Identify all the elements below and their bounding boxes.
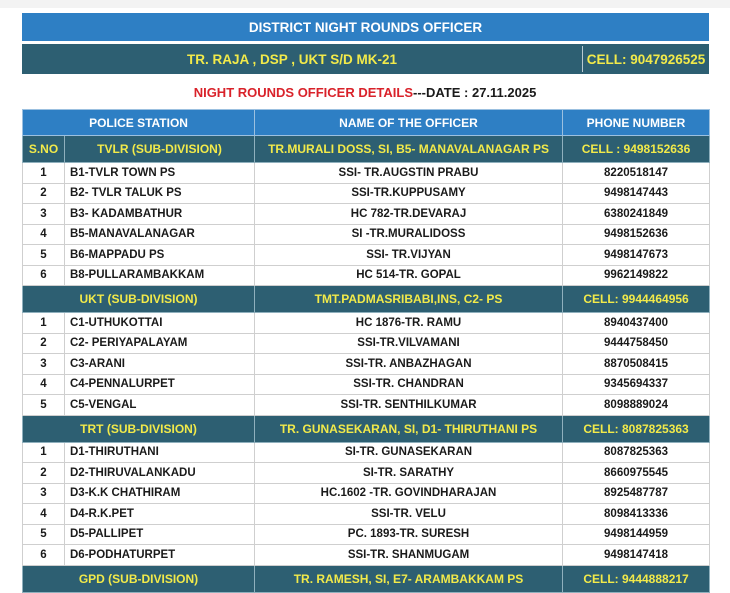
police-station: B6-MAPPADU PS (65, 245, 255, 266)
officer-name: HC 782-TR.DEVARAJ (255, 204, 563, 225)
phone-number: 9498152636 (563, 224, 710, 245)
police-station: C4-PENNALURPET (65, 374, 255, 395)
serial-number: 3 (23, 483, 65, 504)
details-date: ---DATE : 27.11.2025 (413, 85, 537, 100)
serial-number: 1 (23, 442, 65, 463)
officer-name: PC. 1893-TR. SURESH (255, 524, 563, 545)
subdivision-header-row (23, 136, 710, 163)
police-station: B2- TVLR TALUK PS (65, 183, 255, 204)
subdivision-name: TVLR (SUB-DIVISION) (65, 136, 255, 163)
serial-number: 5 (23, 245, 65, 266)
serial-number: 6 (23, 545, 65, 566)
table-row (23, 463, 710, 484)
police-station: D6-PODHATURPET (65, 545, 255, 566)
phone-number: 8925487787 (563, 483, 710, 504)
police-station: D5-PALLIPET (65, 524, 255, 545)
serial-number: 2 (23, 183, 65, 204)
police-station: C5-VENGAL (65, 395, 255, 416)
subdivision-officer: TR.MURALI DOSS, SI, B5- MANAVALANAGAR PS (255, 136, 563, 163)
phone-number: 6380241849 (563, 204, 710, 225)
table-row (23, 313, 710, 334)
table-row (23, 504, 710, 525)
subdivision-cell: CELL: 9444888217 (563, 565, 710, 592)
top-divider (0, 0, 730, 8)
serial-number: 2 (23, 333, 65, 354)
phone-number: 9498147418 (563, 545, 710, 566)
subdivision-header-row (23, 286, 710, 313)
subdivision-header-row (23, 565, 710, 592)
column-header-phone-number: PHONE NUMBER (563, 110, 710, 136)
officer-name: SSI-TR. ANBAZHAGAN (255, 354, 563, 375)
serial-number: 1 (23, 313, 65, 334)
subdivision-officer: TR. RAMESH, SI, E7- ARAMBAKKAM PS (255, 565, 563, 592)
police-station: C1-UTHUKOTTAI (65, 313, 255, 334)
phone-number: 9498147673 (563, 245, 710, 266)
officer-name: HC.1602 -TR. GOVINDHARAJAN (255, 483, 563, 504)
police-station: B5-MANAVALANAGAR (65, 224, 255, 245)
officer-name: SSI-TR. SHANMUGAM (255, 545, 563, 566)
police-station: D3-K.K CHATHIRAM (65, 483, 255, 504)
subdivision-cell: CELL: 8087825363 (563, 415, 710, 442)
phone-number: 9345694337 (563, 374, 710, 395)
table-body (23, 110, 710, 593)
officer-name: SSI-TR. VELU (255, 504, 563, 525)
table-row (23, 442, 710, 463)
officer-name: SSI- TR.AUGSTIN PRABU (255, 163, 563, 184)
district-officer-name: TR. RAJA , DSP , UKT S/D MK-21 (186, 51, 398, 67)
police-station: B8-PULLARAMBAKKAM (65, 265, 255, 286)
table-row (23, 245, 710, 266)
subdivision-header-row (23, 415, 710, 442)
officer-name: HC 514-TR. GOPAL (255, 265, 563, 286)
phone-number: 9962149822 (563, 265, 710, 286)
police-station: C2- PERIYAPALAYAM (65, 333, 255, 354)
phone-number: 9498144959 (563, 524, 710, 545)
page-title-bar (22, 13, 709, 41)
officer-name: SSI- TR.VIJYAN (255, 245, 563, 266)
subdivision-cell: CELL: 9944464956 (563, 286, 710, 313)
column-header-police-station: POLICE STATION (23, 110, 255, 136)
officer-name: SI -TR.MURALIDOSS (255, 224, 563, 245)
table-row (23, 374, 710, 395)
table-row (23, 183, 710, 204)
serial-number: 4 (23, 504, 65, 525)
phone-number: 9444758450 (563, 333, 710, 354)
details-label: NIGHT ROUNDS OFFICER DETAILS (193, 85, 413, 100)
table-row (23, 395, 710, 416)
table-row (23, 524, 710, 545)
serial-number: 3 (23, 354, 65, 375)
phone-number: 8940437400 (563, 313, 710, 334)
table-row (23, 224, 710, 245)
officer-name: SSI-TR. SENTHILKUMAR (255, 395, 563, 416)
sno-column-label: S.NO (23, 136, 65, 163)
subdivision-officer: TMT.PADMASRIBABI,INS, C2- PS (255, 286, 563, 313)
police-station: D1-THIRUTHANI (65, 442, 255, 463)
table-row (23, 545, 710, 566)
column-header-officer-name: NAME OF THE OFFICER (255, 110, 563, 136)
subdivision-name: TRT (SUB-DIVISION) (23, 415, 255, 442)
serial-number: 4 (23, 224, 65, 245)
phone-number: 8220518147 (563, 163, 710, 184)
phone-number: 8870508415 (563, 354, 710, 375)
serial-number: 3 (23, 204, 65, 225)
police-station: B1-TVLR TOWN PS (65, 163, 255, 184)
page-title: DISTRICT NIGHT ROUNDS OFFICER (248, 19, 483, 35)
officer-name: HC 1876-TR. RAMU (255, 313, 563, 334)
table-row (23, 163, 710, 184)
serial-number: 2 (23, 463, 65, 484)
serial-number: 1 (23, 163, 65, 184)
officer-name: SSI-TR. CHANDRAN (255, 374, 563, 395)
officer-name: SSI-TR.KUPPUSAMY (255, 183, 563, 204)
police-station: D2-THIRUVALANKADU (65, 463, 255, 484)
table-row (23, 354, 710, 375)
officer-name: SI-TR. GUNASEKARAN (255, 442, 563, 463)
details-heading (0, 85, 730, 100)
serial-number: 5 (23, 524, 65, 545)
subdivision-cell: CELL : 9498152636 (563, 136, 710, 163)
officer-name: SSI-TR.VILVAMANI (255, 333, 563, 354)
subdivision-name: GPD (SUB-DIVISION) (23, 565, 255, 592)
phone-number: 8098889024 (563, 395, 710, 416)
subdivision-name: UKT (SUB-DIVISION) (23, 286, 255, 313)
phone-number: 9498147443 (563, 183, 710, 204)
subdivision-officer: TR. GUNASEKARAN, SI, D1- THIRUTHANI PS (255, 415, 563, 442)
table-row (23, 483, 710, 504)
night-rounds-table (22, 109, 710, 593)
serial-number: 6 (23, 265, 65, 286)
serial-number: 5 (23, 395, 65, 416)
serial-number: 4 (23, 374, 65, 395)
phone-number: 8660975545 (563, 463, 710, 484)
table-row (23, 204, 710, 225)
table-row (23, 333, 710, 354)
police-station: D4-R.K.PET (65, 504, 255, 525)
officer-name: SI-TR. SARATHY (255, 463, 563, 484)
police-station: C3-ARANI (65, 354, 255, 375)
phone-number: 8087825363 (563, 442, 710, 463)
police-station: B3- KADAMBATHUR (65, 204, 255, 225)
district-officer-cell: CELL: 9047926525 (586, 51, 706, 67)
table-row (23, 265, 710, 286)
column-header-row (23, 110, 710, 136)
phone-number: 8098413336 (563, 504, 710, 525)
district-officer-bar (22, 44, 709, 74)
